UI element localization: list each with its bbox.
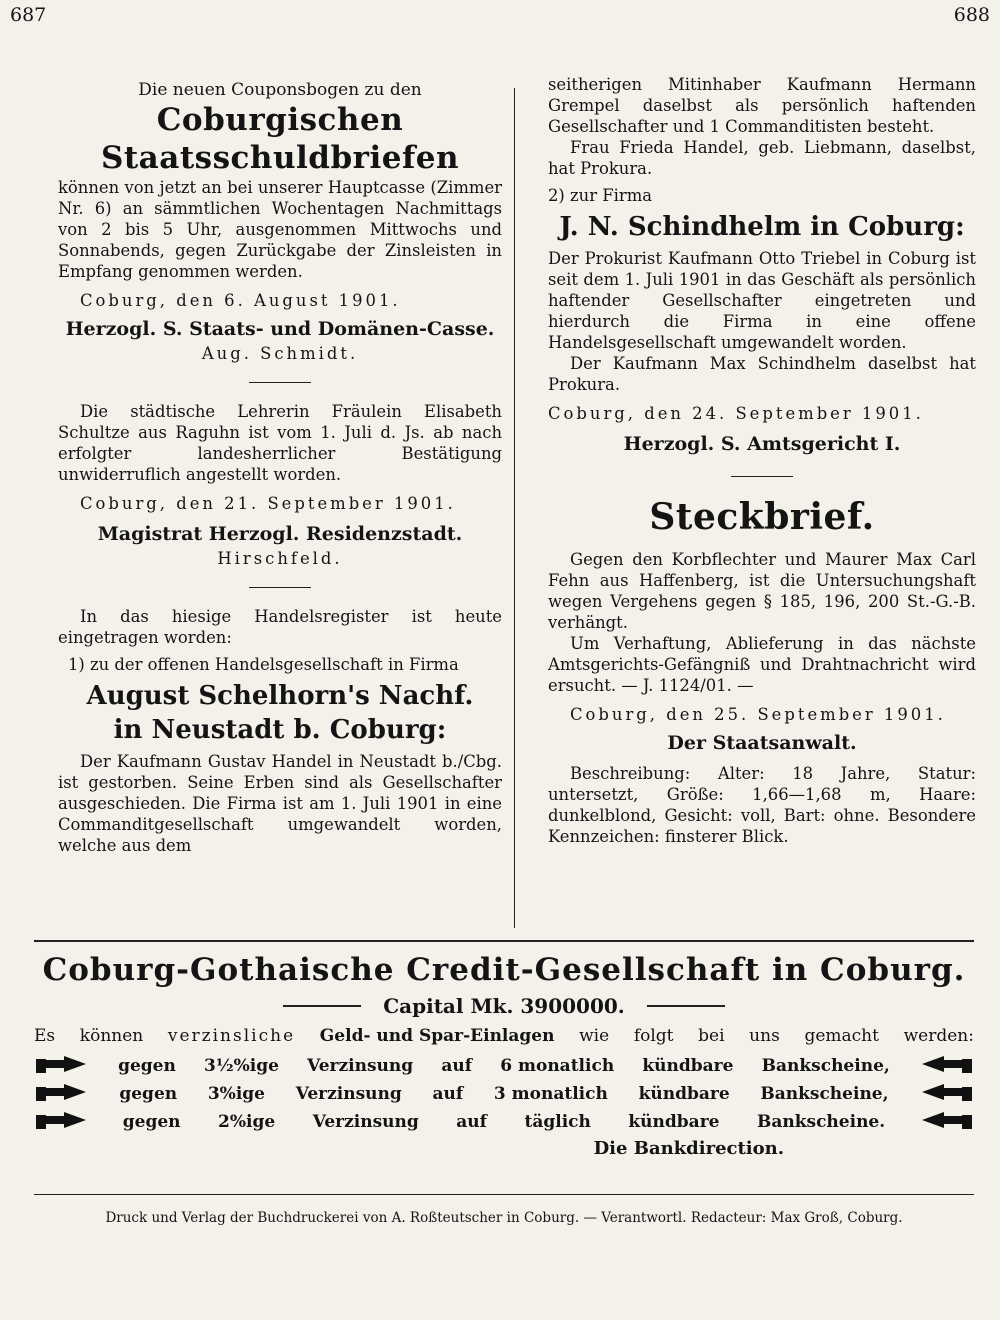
rate-word: Bankscheine. bbox=[756, 1112, 886, 1132]
footer-rule bbox=[34, 1194, 974, 1195]
register-intro: In das hiesige Handelsregister ist heute eingetragen worden: bbox=[58, 607, 502, 647]
rate-word: auf bbox=[441, 1056, 473, 1076]
left-column bbox=[58, 80, 502, 856]
offer-word: verzinsliche bbox=[167, 1026, 296, 1046]
firm-name-1: August Schelhorn's Nachf. bbox=[86, 681, 474, 711]
warrant-body: Gegen den Korbflechter und Maurer Max Carl Fehn aus Haffenberg, ist die Untersuchungshaft wegen Vergehens gegen § 185, 196, 200 St.-G.-B. verhängt. bbox=[548, 550, 976, 632]
rate-word: 3 monatlich bbox=[493, 1084, 608, 1104]
teacher-signer: Hirschfeld. bbox=[217, 549, 343, 568]
rate-word: kündbare bbox=[642, 1056, 734, 1076]
section-rule bbox=[34, 940, 974, 942]
imprint-footer: Druck und Verlag der Buchdruckerei von A. Roßteutscher in Coburg. — Verantwortl. Redacteur: Max Groß, Coburg. bbox=[105, 1210, 903, 1226]
rate-word: gegen bbox=[119, 1084, 178, 1104]
offer-word: wie bbox=[579, 1026, 610, 1046]
teacher-signature: Magistrat Herzogl. Residenzstadt. bbox=[97, 523, 463, 545]
rate-row bbox=[34, 1082, 974, 1106]
rate-word: Bankscheine, bbox=[761, 1056, 890, 1076]
register-body-2: Der Prokurist Kaufmann Otto Triebel in Coburg ist seit dem 1. Juli 1901 in das Geschäft als persönlich haftender Gesellschafter eingetreten und hierdurch die Firma in eine offene Handelsgesellschaft umgewandelt worden. bbox=[548, 249, 976, 352]
offer-word: können bbox=[79, 1026, 144, 1046]
offer-word: bei bbox=[698, 1026, 725, 1046]
warrant-request: Um Verhaftung, Ablieferung in das nächste Amtsgerichts-Gefängniß und Drahtnachricht wird ersucht. — J. 1124/01. — bbox=[548, 634, 976, 695]
register-signature: Herzogl. S. Amtsgericht I. bbox=[623, 433, 901, 455]
firm-name-2: J. N. Schindhelm in Coburg: bbox=[559, 212, 965, 242]
register-body-1: Der Kaufmann Gustav Handel in Neustadt b./Cbg. ist gestorben. Seine Erben sind als Gesellschafter ausgeschieden. Die Firma ist am 1. Juli 1901 in eine Commanditgesellschaft umgewandelt worden, welche aus dem bbox=[58, 752, 502, 855]
warrant-dateline: Coburg, den 25. September 1901. bbox=[570, 705, 946, 724]
coupon-body: können von jetzt an bei unserer Hauptcasse (Zimmer Nr. 6) an sämmtlichen Wochentagen Nachmittags von 2 bis 5 Uhr, ausgenommen Mittwochs und Sonnabends, gegen Zurückgabe der Zinsleisten in Empfang genommen werden. bbox=[58, 178, 502, 281]
warrant-signature: Der Staatsanwalt. bbox=[667, 732, 857, 754]
capital-text: Capital Mk. 3900000. bbox=[383, 994, 625, 1018]
page-number-left: 687 bbox=[10, 4, 47, 26]
rate-word: Verzinsung bbox=[312, 1112, 419, 1132]
register-dateline: Coburg, den 24. September 1901. bbox=[548, 404, 924, 423]
dash-rule bbox=[283, 1005, 361, 1007]
capital-line bbox=[34, 994, 974, 1018]
offer-word: Es bbox=[34, 1026, 56, 1046]
dash-rule bbox=[647, 1005, 725, 1007]
offer-word: folgt bbox=[633, 1026, 674, 1046]
pointing-hand-icon bbox=[34, 1110, 90, 1134]
separator bbox=[249, 382, 311, 383]
coupon-signer: Aug. Schmidt. bbox=[201, 344, 359, 363]
rate-word: täglich bbox=[524, 1112, 591, 1132]
rate-word: 3%ige bbox=[207, 1084, 265, 1104]
page-number-right: 688 bbox=[953, 4, 990, 26]
coupon-title: Coburgischen Staatsschuldbriefen bbox=[100, 102, 460, 176]
warrant-title: Steckbrief. bbox=[649, 496, 875, 538]
rate-word: Verzinsung bbox=[295, 1084, 402, 1104]
rate-word: 2%ige bbox=[218, 1112, 276, 1132]
rate-word: gegen bbox=[118, 1056, 176, 1076]
separator bbox=[249, 587, 311, 588]
bank-signature: Die Bankdirection. bbox=[593, 1138, 784, 1159]
rate-word: auf bbox=[456, 1112, 487, 1132]
pointing-hand-icon bbox=[918, 1110, 974, 1134]
register-item-2: 2) zur Firma bbox=[548, 186, 653, 205]
rate-word: kündbare bbox=[628, 1112, 720, 1132]
offer-word: Geld- und Spar-Einlagen bbox=[319, 1026, 555, 1046]
column-rule bbox=[514, 88, 515, 928]
bank-title: Coburg-Gothaische Credit-Gesellschaft in Coburg. bbox=[42, 952, 966, 988]
pointing-hand-icon bbox=[918, 1082, 974, 1106]
warrant-description: Beschreibung: Alter: 18 Jahre, Statur: untersetzt, Größe: 1,66—1,68 m, Haare: dunkelblond, Gesicht: voll, Bart: ohne. Besondere Kennzeichen: finsterer Blick. bbox=[548, 764, 976, 846]
pointing-hand-icon bbox=[918, 1054, 974, 1078]
right-column bbox=[548, 74, 976, 847]
rate-word: Bankscheine, bbox=[760, 1084, 889, 1104]
firm-location-1: in Neustadt b. Coburg: bbox=[113, 715, 447, 745]
offer-word: werden: bbox=[903, 1026, 974, 1046]
register-item-1: 1) zu der offenen Handelsgesellschaft in Firma bbox=[68, 655, 459, 674]
separator bbox=[731, 476, 793, 477]
register-prokura-1: Frau Frieda Handel, geb. Liebmann, daselbst, hat Prokura. bbox=[548, 138, 976, 178]
rate-word: 3½%ige bbox=[204, 1056, 279, 1076]
register-body-1-cont: seitherigen Mitinhaber Kaufmann Hermann Grempel daselbst als persönlich haftenden Gesellschafter und 1 Commanditisten besteht. bbox=[548, 75, 976, 136]
pointing-hand-icon bbox=[34, 1082, 90, 1106]
offer-word: gemacht bbox=[804, 1026, 879, 1046]
offer-line bbox=[34, 1026, 974, 1046]
coupon-signature: Herzogl. S. Staats- und Domänen-Casse. bbox=[65, 318, 495, 340]
register-prokura-2: Der Kaufmann Max Schindhelm daselbst hat Prokura. bbox=[548, 354, 976, 394]
coupon-dateline: Coburg, den 6. August 1901. bbox=[80, 291, 401, 310]
rate-word: Verzinsung bbox=[307, 1056, 414, 1076]
offer-word: uns bbox=[749, 1026, 780, 1046]
bank-advertisement bbox=[34, 952, 974, 1159]
coupon-intro: Die neuen Couponsbogen zu den bbox=[138, 80, 422, 100]
teacher-dateline: Coburg, den 21. September 1901. bbox=[80, 494, 456, 513]
rate-row bbox=[34, 1110, 974, 1134]
rate-word: gegen bbox=[122, 1112, 181, 1132]
teacher-notice: Die städtische Lehrerin Fräulein Elisabeth Schultze aus Raguhn ist vom 1. Juli d. Js. ab nach erfolgter landesherrlicher Bestätigung unwiderruflich angestellt worden. bbox=[58, 402, 502, 484]
rate-row bbox=[34, 1054, 974, 1078]
rate-word: auf bbox=[432, 1084, 464, 1104]
rate-word: kündbare bbox=[638, 1084, 730, 1104]
rate-word: 6 monatlich bbox=[500, 1056, 615, 1076]
pointing-hand-icon bbox=[34, 1054, 90, 1078]
